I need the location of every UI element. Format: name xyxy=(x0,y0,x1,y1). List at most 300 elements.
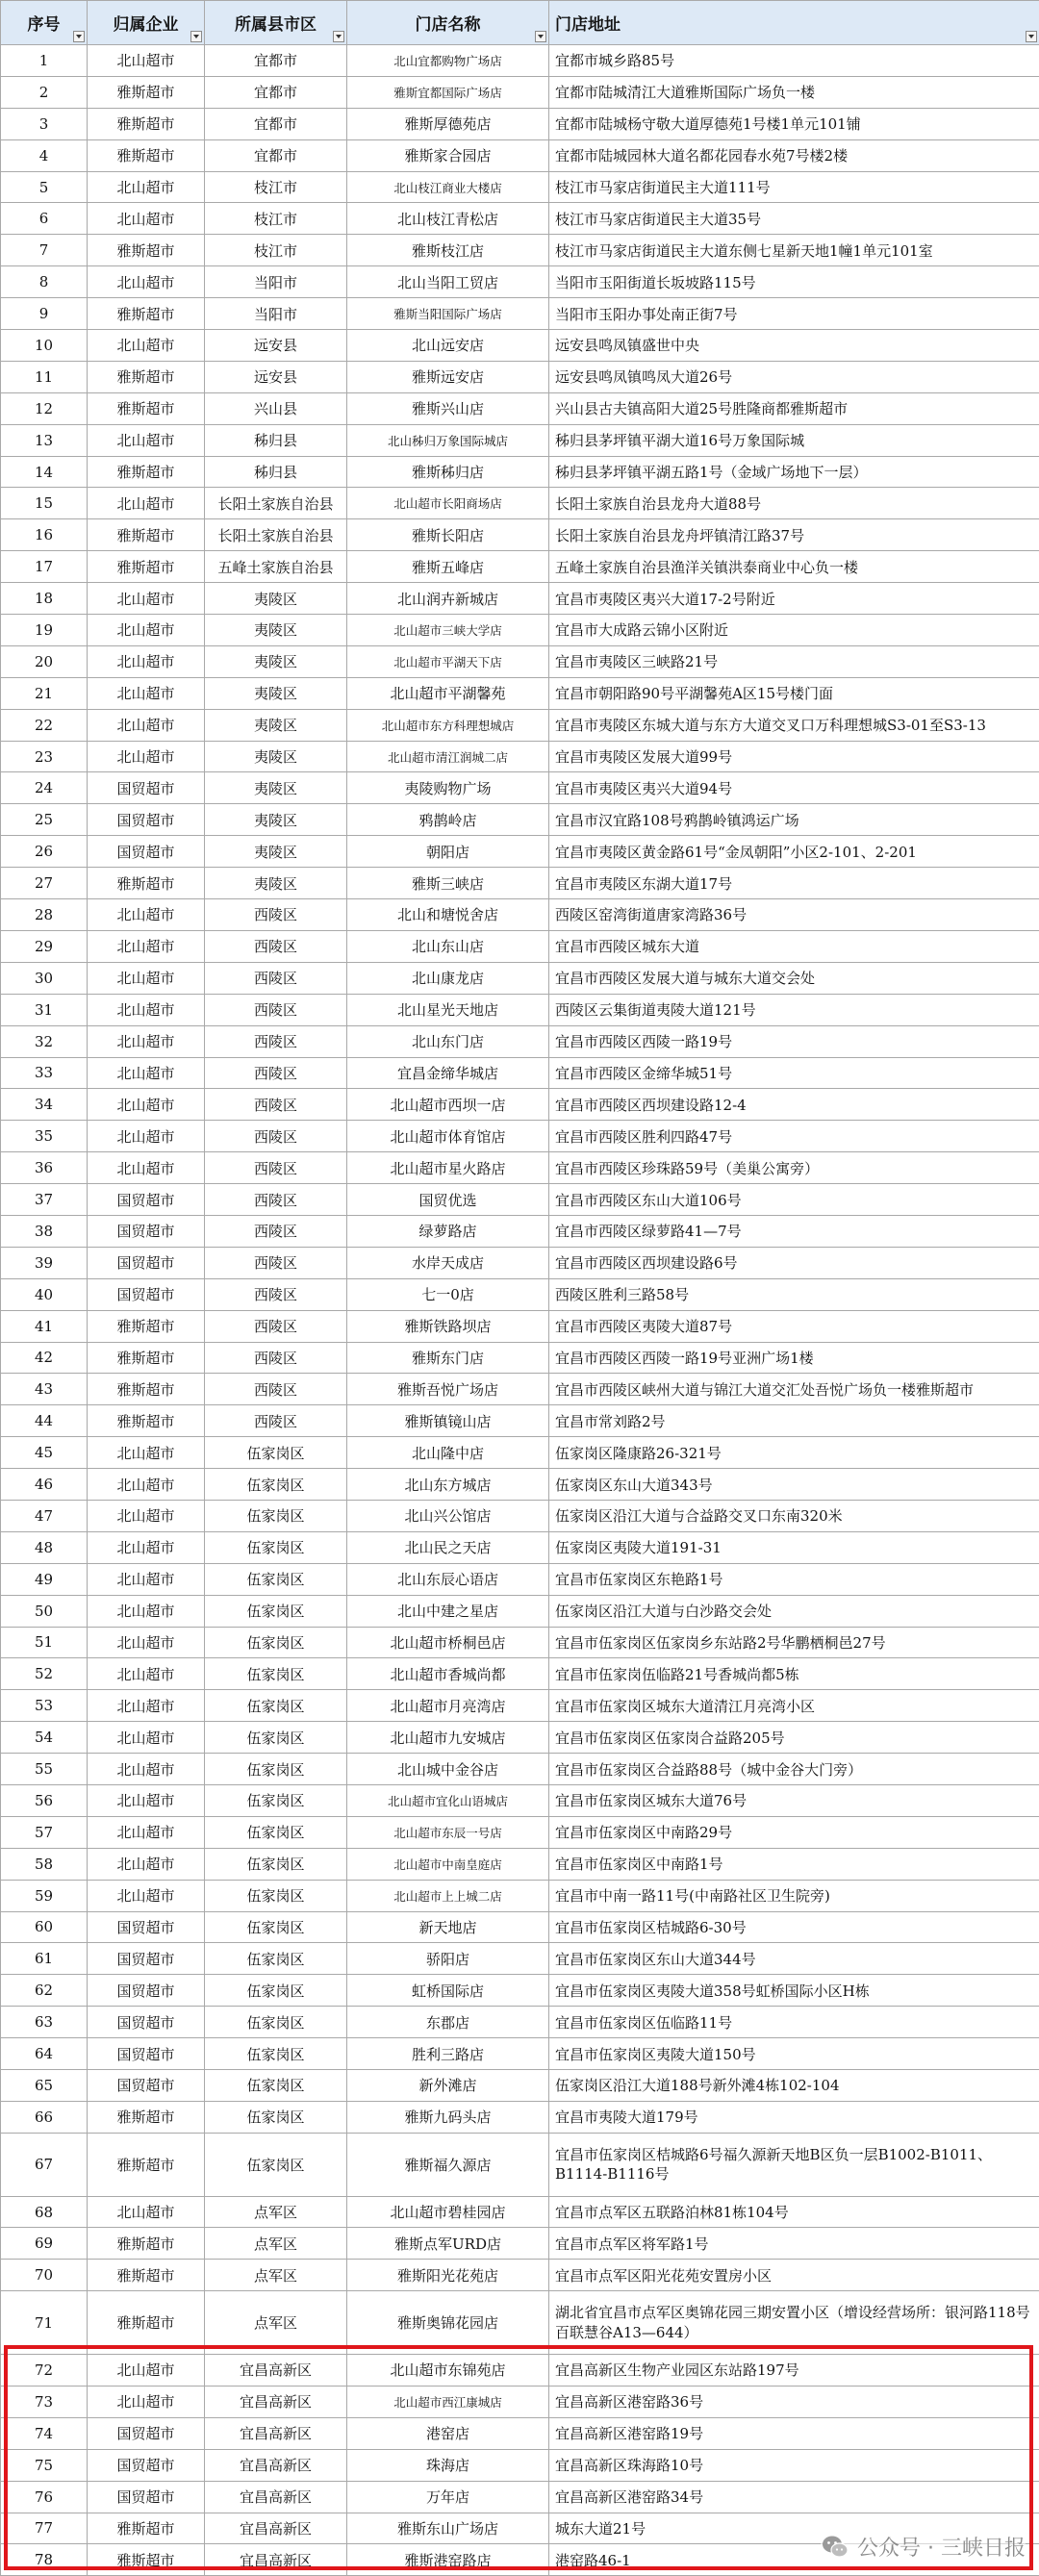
cell-address[interactable]: 宜昌市西陵区胜利四路47号 xyxy=(549,1121,1039,1152)
cell-index[interactable]: 56 xyxy=(1,1784,88,1816)
cell-company[interactable]: 国贸超市 xyxy=(88,1215,205,1247)
cell-address[interactable]: 宜昌市点军区阳光花苑安置房小区 xyxy=(549,2260,1039,2291)
cell-district[interactable]: 宜都市 xyxy=(205,76,347,108)
cell-address[interactable]: 宜昌市伍家岗区夷陵大道150号 xyxy=(549,2038,1039,2070)
cell-store-name[interactable]: 雅斯港窑路店 xyxy=(347,2544,549,2576)
cell-district[interactable]: 宜都市 xyxy=(205,139,347,171)
cell-store-name[interactable]: 北山超市体育馆店 xyxy=(347,1121,549,1152)
cell-district[interactable]: 枝江市 xyxy=(205,171,347,203)
cell-district[interactable]: 伍家岗区 xyxy=(205,1500,347,1531)
cell-district[interactable]: 伍家岗区 xyxy=(205,2101,347,2133)
cell-store-name[interactable]: 绿萝路店 xyxy=(347,1215,549,1247)
cell-district[interactable]: 长阳土家族自治县 xyxy=(205,519,347,551)
cell-index[interactable]: 4 xyxy=(1,139,88,171)
cell-store-name[interactable]: 雅斯枝江店 xyxy=(347,235,549,266)
cell-company[interactable]: 北山超市 xyxy=(88,741,205,772)
cell-store-name[interactable]: 北山超市上上城二店 xyxy=(347,1880,549,1911)
cell-address[interactable]: 宜昌高新区生物产业园区东站路197号 xyxy=(549,2355,1039,2387)
cell-company[interactable]: 北山超市 xyxy=(88,1437,205,1469)
cell-address[interactable]: 宜昌市常刘路2号 xyxy=(549,1405,1039,1437)
cell-address[interactable]: 宜昌市伍家岗区伍家岗合益路205号 xyxy=(549,1722,1039,1754)
cell-store-name[interactable]: 朝阳店 xyxy=(347,836,549,868)
cell-district[interactable]: 宜昌高新区 xyxy=(205,2481,347,2513)
cell-index[interactable]: 65 xyxy=(1,2070,88,2102)
cell-index[interactable]: 34 xyxy=(1,1089,88,1121)
cell-index[interactable]: 57 xyxy=(1,1816,88,1848)
cell-index[interactable]: 41 xyxy=(1,1310,88,1342)
cell-district[interactable]: 西陵区 xyxy=(205,1057,347,1089)
filter-dropdown-icon[interactable] xyxy=(535,31,546,42)
cell-district[interactable]: 点军区 xyxy=(205,2260,347,2291)
cell-index[interactable]: 67 xyxy=(1,2133,88,2196)
cell-company[interactable]: 雅斯超市 xyxy=(88,2133,205,2196)
cell-address[interactable]: 五峰土家族自治县渔洋关镇洪泰商业中心负一楼 xyxy=(549,551,1039,583)
cell-index[interactable]: 2 xyxy=(1,76,88,108)
cell-store-name[interactable]: 北山超市清江润城二店 xyxy=(347,741,549,772)
cell-address[interactable]: 枝江市马家店街道民主大道东侧七星新天地1幢1单元101室 xyxy=(549,235,1039,266)
cell-company[interactable]: 北山超市 xyxy=(88,330,205,362)
cell-company[interactable]: 国贸超市 xyxy=(88,772,205,804)
cell-company[interactable]: 北山超市 xyxy=(88,1057,205,1089)
cell-address[interactable]: 宜昌高新区港窑路36号 xyxy=(549,2386,1039,2417)
cell-index[interactable]: 59 xyxy=(1,1880,88,1911)
cell-address[interactable]: 宜昌市伍家岗区桔城路6-30号 xyxy=(549,1911,1039,1943)
cell-district[interactable]: 伍家岗区 xyxy=(205,2038,347,2070)
cell-company[interactable]: 北山超市 xyxy=(88,994,205,1025)
cell-index[interactable]: 27 xyxy=(1,868,88,899)
cell-index[interactable]: 7 xyxy=(1,235,88,266)
cell-address[interactable]: 宜昌市伍家岗区伍家岗乡东站路2号华鹏栖桐邑27号 xyxy=(549,1627,1039,1658)
cell-store-name[interactable]: 骄阳店 xyxy=(347,1943,549,1975)
cell-store-name[interactable]: 北山东辰心语店 xyxy=(347,1563,549,1595)
cell-index[interactable]: 64 xyxy=(1,2038,88,2070)
cell-index[interactable]: 62 xyxy=(1,1975,88,2007)
cell-store-name[interactable]: 北山超市东辰一号店 xyxy=(347,1816,549,1848)
cell-company[interactable]: 北山超市 xyxy=(88,2386,205,2417)
cell-company[interactable]: 雅斯超市 xyxy=(88,2291,205,2355)
cell-store-name[interactable]: 北山远安店 xyxy=(347,330,549,362)
cell-company[interactable]: 北山超市 xyxy=(88,709,205,741)
cell-address[interactable]: 伍家岗区沿江大道188号新外滩4栋102-104 xyxy=(549,2070,1039,2102)
cell-store-name[interactable]: 北山和塘悦舍店 xyxy=(347,899,549,931)
cell-company[interactable]: 国贸超市 xyxy=(88,2417,205,2449)
cell-address[interactable]: 宜都市陆城园林大道名都花园春水苑7号楼2楼 xyxy=(549,139,1039,171)
cell-company[interactable]: 北山超市 xyxy=(88,615,205,646)
cell-store-name[interactable]: 北山星光天地店 xyxy=(347,994,549,1025)
cell-address[interactable]: 秭归县茅坪镇平湖五路1号（金域广场地下一层） xyxy=(549,456,1039,488)
cell-district[interactable]: 夷陵区 xyxy=(205,868,347,899)
cell-company[interactable]: 国贸超市 xyxy=(88,836,205,868)
cell-district[interactable]: 伍家岗区 xyxy=(205,1975,347,2007)
cell-company[interactable]: 雅斯超市 xyxy=(88,868,205,899)
cell-company[interactable]: 北山超市 xyxy=(88,2196,205,2228)
cell-company[interactable]: 北山超市 xyxy=(88,1784,205,1816)
cell-address[interactable]: 宜都市陆城杨守敬大道厚德苑1号楼1单元101铺 xyxy=(549,108,1039,139)
cell-index[interactable]: 29 xyxy=(1,930,88,962)
cell-store-name[interactable]: 雅斯宜都国际广场店 xyxy=(347,76,549,108)
cell-index[interactable]: 12 xyxy=(1,392,88,424)
cell-store-name[interactable]: 雅斯镇镜山店 xyxy=(347,1405,549,1437)
cell-index[interactable]: 47 xyxy=(1,1500,88,1531)
cell-district[interactable]: 西陵区 xyxy=(205,1342,347,1374)
cell-address[interactable]: 当阳市玉阳办事处南正街7号 xyxy=(549,298,1039,330)
cell-address[interactable]: 宜昌市伍家岗区东山大道344号 xyxy=(549,1943,1039,1975)
cell-address[interactable]: 宜昌市西陵区金缔华城51号 xyxy=(549,1057,1039,1089)
cell-company[interactable]: 北山超市 xyxy=(88,645,205,677)
cell-index[interactable]: 44 xyxy=(1,1405,88,1437)
cell-address[interactable]: 宜昌市伍家岗区东艳路1号 xyxy=(549,1563,1039,1595)
cell-store-name[interactable]: 雅斯奥锦花园店 xyxy=(347,2291,549,2355)
cell-company[interactable]: 北山超市 xyxy=(88,1690,205,1722)
cell-district[interactable]: 伍家岗区 xyxy=(205,1722,347,1754)
cell-district[interactable]: 点军区 xyxy=(205,2228,347,2260)
cell-company[interactable]: 北山超市 xyxy=(88,1627,205,1658)
cell-store-name[interactable]: 北山兴公馆店 xyxy=(347,1500,549,1531)
cell-district[interactable]: 夷陵区 xyxy=(205,804,347,836)
cell-district[interactable]: 西陵区 xyxy=(205,1278,347,1310)
cell-company[interactable]: 国贸超市 xyxy=(88,1247,205,1278)
cell-district[interactable]: 夷陵区 xyxy=(205,709,347,741)
cell-index[interactable]: 72 xyxy=(1,2355,88,2387)
cell-index[interactable]: 48 xyxy=(1,1531,88,1563)
cell-index[interactable]: 30 xyxy=(1,962,88,994)
cell-district[interactable]: 宜昌高新区 xyxy=(205,2386,347,2417)
cell-index[interactable]: 70 xyxy=(1,2260,88,2291)
header-address[interactable] xyxy=(549,1,1039,45)
cell-district[interactable]: 秭归县 xyxy=(205,456,347,488)
cell-index[interactable]: 42 xyxy=(1,1342,88,1374)
cell-address[interactable]: 西陵区云集街道夷陵大道121号 xyxy=(549,994,1039,1025)
cell-district[interactable]: 五峰土家族自治县 xyxy=(205,551,347,583)
cell-index[interactable]: 16 xyxy=(1,519,88,551)
cell-company[interactable]: 北山超市 xyxy=(88,1722,205,1754)
cell-district[interactable]: 秭归县 xyxy=(205,424,347,456)
cell-index[interactable]: 19 xyxy=(1,615,88,646)
cell-district[interactable]: 伍家岗区 xyxy=(205,1437,347,1469)
cell-store-name[interactable]: 北山超市碧桂园店 xyxy=(347,2196,549,2228)
cell-company[interactable]: 雅斯超市 xyxy=(88,519,205,551)
cell-district[interactable]: 西陵区 xyxy=(205,1152,347,1184)
cell-district[interactable]: 伍家岗区 xyxy=(205,2133,347,2196)
cell-address[interactable]: 宜昌市西陵区发展大道与城东大道交会处 xyxy=(549,962,1039,994)
cell-store-name[interactable]: 北山超市中南皇庭店 xyxy=(347,1848,549,1880)
cell-district[interactable]: 夷陵区 xyxy=(205,772,347,804)
cell-address[interactable]: 宜昌市西陵区绿萝路41—7号 xyxy=(549,1215,1039,1247)
cell-store-name[interactable]: 北山当阳工贸店 xyxy=(347,266,549,298)
cell-index[interactable]: 78 xyxy=(1,2544,88,2576)
cell-address[interactable]: 宜昌市西陵区西坝建设路12-4 xyxy=(549,1089,1039,1121)
cell-address[interactable]: 西陵区胜利三路58号 xyxy=(549,1278,1039,1310)
cell-store-name[interactable]: 雅斯当阳国际广场店 xyxy=(347,298,549,330)
cell-address[interactable]: 远安县鸣凤镇盛世中央 xyxy=(549,330,1039,362)
cell-address[interactable]: 宜昌高新区珠海路10号 xyxy=(549,2449,1039,2481)
cell-company[interactable]: 雅斯超市 xyxy=(88,1310,205,1342)
cell-address[interactable]: 枝江市马家店街道民主大道111号 xyxy=(549,171,1039,203)
cell-district[interactable]: 伍家岗区 xyxy=(205,1563,347,1595)
cell-store-name[interactable]: 雅斯东山广场店 xyxy=(347,2513,549,2544)
cell-store-name[interactable]: 雅斯东门店 xyxy=(347,1342,549,1374)
cell-index[interactable]: 61 xyxy=(1,1943,88,1975)
cell-index[interactable]: 38 xyxy=(1,1215,88,1247)
cell-district[interactable]: 西陵区 xyxy=(205,1184,347,1216)
cell-district[interactable]: 西陵区 xyxy=(205,930,347,962)
filter-dropdown-icon[interactable] xyxy=(73,31,85,42)
cell-store-name[interactable]: 北山超市长阳商场店 xyxy=(347,488,549,519)
cell-index[interactable]: 13 xyxy=(1,424,88,456)
cell-store-name[interactable]: 北山隆中店 xyxy=(347,1437,549,1469)
cell-district[interactable]: 伍家岗区 xyxy=(205,2070,347,2102)
cell-store-name[interactable]: 新天地店 xyxy=(347,1911,549,1943)
cell-district[interactable]: 伍家岗区 xyxy=(205,1469,347,1501)
cell-store-name[interactable]: 雅斯家合园店 xyxy=(347,139,549,171)
cell-store-name[interactable]: 雅斯吾悦广场店 xyxy=(347,1374,549,1405)
cell-address[interactable]: 宜昌市大成路云锦小区附近 xyxy=(549,615,1039,646)
cell-district[interactable]: 夷陵区 xyxy=(205,836,347,868)
cell-index[interactable]: 77 xyxy=(1,2513,88,2544)
cell-store-name[interactable]: 北山康龙店 xyxy=(347,962,549,994)
cell-index[interactable]: 39 xyxy=(1,1247,88,1278)
cell-company[interactable]: 北山超市 xyxy=(88,1658,205,1690)
cell-address[interactable]: 宜昌市伍家岗区中南路29号 xyxy=(549,1816,1039,1848)
cell-store-name[interactable]: 北山城中金谷店 xyxy=(347,1754,549,1785)
cell-index[interactable]: 52 xyxy=(1,1658,88,1690)
cell-address[interactable]: 宜昌市点军区将军路1号 xyxy=(549,2228,1039,2260)
cell-store-name[interactable]: 新外滩店 xyxy=(347,2070,549,2102)
cell-company[interactable]: 雅斯超市 xyxy=(88,1405,205,1437)
cell-district[interactable]: 伍家岗区 xyxy=(205,1848,347,1880)
cell-address[interactable]: 宜昌市伍家岗区城东大道76号 xyxy=(549,1784,1039,1816)
cell-district[interactable]: 伍家岗区 xyxy=(205,1595,347,1627)
cell-address[interactable]: 宜都市城乡路85号 xyxy=(549,45,1039,77)
cell-store-name[interactable]: 雅斯铁路坝店 xyxy=(347,1310,549,1342)
cell-store-name[interactable]: 北山秭归万象国际城店 xyxy=(347,424,549,456)
cell-address[interactable]: 宜昌市夷陵区夷兴大道94号 xyxy=(549,772,1039,804)
cell-store-name[interactable]: 夷陵购物广场 xyxy=(347,772,549,804)
cell-company[interactable]: 国贸超市 xyxy=(88,1911,205,1943)
cell-store-name[interactable]: 万年店 xyxy=(347,2481,549,2513)
cell-company[interactable]: 雅斯超市 xyxy=(88,392,205,424)
cell-index[interactable]: 20 xyxy=(1,645,88,677)
cell-district[interactable]: 西陵区 xyxy=(205,1247,347,1278)
cell-district[interactable]: 夷陵区 xyxy=(205,677,347,709)
cell-district[interactable]: 夷陵区 xyxy=(205,741,347,772)
cell-address[interactable]: 宜昌市西陵区珍珠路59号（美巢公寓旁） xyxy=(549,1152,1039,1184)
cell-district[interactable]: 伍家岗区 xyxy=(205,1627,347,1658)
cell-district[interactable]: 远安县 xyxy=(205,361,347,392)
cell-company[interactable]: 雅斯超市 xyxy=(88,235,205,266)
cell-index[interactable]: 53 xyxy=(1,1690,88,1722)
cell-store-name[interactable]: 北山超市三峡大学店 xyxy=(347,615,549,646)
cell-index[interactable]: 43 xyxy=(1,1374,88,1405)
cell-address[interactable]: 宜昌市西陵区峡州大道与锦江大道交汇处吾悦广场负一楼雅斯超市 xyxy=(549,1374,1039,1405)
cell-index[interactable]: 76 xyxy=(1,2481,88,2513)
cell-company[interactable]: 雅斯超市 xyxy=(88,76,205,108)
cell-district[interactable]: 伍家岗区 xyxy=(205,1531,347,1563)
cell-index[interactable]: 63 xyxy=(1,2007,88,2038)
cell-district[interactable]: 伍家岗区 xyxy=(205,1658,347,1690)
cell-store-name[interactable]: 雅斯厚德苑店 xyxy=(347,108,549,139)
cell-district[interactable]: 西陵区 xyxy=(205,1374,347,1405)
cell-store-name[interactable]: 雅斯阳光花苑店 xyxy=(347,2260,549,2291)
cell-store-name[interactable]: 北山超市平湖馨苑 xyxy=(347,677,549,709)
cell-address[interactable]: 宜昌市伍家岗区合益路88号（城中金谷大门旁） xyxy=(549,1754,1039,1785)
cell-district[interactable]: 西陵区 xyxy=(205,1121,347,1152)
cell-company[interactable]: 国贸超市 xyxy=(88,2007,205,2038)
cell-address[interactable]: 宜昌市夷陵区夷兴大道17-2号附近 xyxy=(549,583,1039,615)
cell-address[interactable]: 当阳市玉阳街道长坂坡路115号 xyxy=(549,266,1039,298)
cell-address[interactable]: 宜昌市西陵区夷陵大道87号 xyxy=(549,1310,1039,1342)
cell-address[interactable]: 远安县鸣凤镇鸣凤大道26号 xyxy=(549,361,1039,392)
cell-index[interactable]: 69 xyxy=(1,2228,88,2260)
cell-store-name[interactable]: 北山超市月亮湾店 xyxy=(347,1690,549,1722)
cell-company[interactable]: 北山超市 xyxy=(88,2355,205,2387)
cell-district[interactable]: 西陵区 xyxy=(205,1089,347,1121)
cell-store-name[interactable]: 港窑店 xyxy=(347,2417,549,2449)
cell-district[interactable]: 夷陵区 xyxy=(205,583,347,615)
cell-district[interactable]: 枝江市 xyxy=(205,203,347,235)
cell-address[interactable]: 宜昌市夷陵区东湖大道17号 xyxy=(549,868,1039,899)
cell-company[interactable]: 国贸超市 xyxy=(88,2481,205,2513)
cell-company[interactable]: 雅斯超市 xyxy=(88,2260,205,2291)
cell-index[interactable]: 28 xyxy=(1,899,88,931)
cell-district[interactable]: 宜都市 xyxy=(205,45,347,77)
cell-index[interactable]: 40 xyxy=(1,1278,88,1310)
cell-company[interactable]: 北山超市 xyxy=(88,1563,205,1595)
header-company[interactable] xyxy=(88,1,205,45)
filter-dropdown-icon[interactable] xyxy=(333,31,344,42)
cell-company[interactable]: 雅斯超市 xyxy=(88,2101,205,2133)
cell-store-name[interactable]: 雅斯秭归店 xyxy=(347,456,549,488)
cell-district[interactable]: 当阳市 xyxy=(205,298,347,330)
cell-address[interactable]: 长阳土家族自治县龙舟坪镇清江路37号 xyxy=(549,519,1039,551)
cell-company[interactable]: 北山超市 xyxy=(88,1531,205,1563)
cell-index[interactable]: 32 xyxy=(1,1025,88,1057)
cell-index[interactable]: 5 xyxy=(1,171,88,203)
cell-address[interactable]: 宜昌市伍家岗区城东大道清江月亮湾小区 xyxy=(549,1690,1039,1722)
cell-address[interactable]: 宜昌高新区港窑路34号 xyxy=(549,2481,1039,2513)
cell-index[interactable]: 22 xyxy=(1,709,88,741)
cell-store-name[interactable]: 雅斯远安店 xyxy=(347,361,549,392)
cell-company[interactable]: 国贸超市 xyxy=(88,1975,205,2007)
cell-store-name[interactable]: 鸦鹊岭店 xyxy=(347,804,549,836)
cell-district[interactable]: 枝江市 xyxy=(205,235,347,266)
cell-store-name[interactable]: 雅斯九码头店 xyxy=(347,2101,549,2133)
cell-store-name[interactable]: 雅斯五峰店 xyxy=(347,551,549,583)
cell-district[interactable]: 长阳土家族自治县 xyxy=(205,488,347,519)
cell-district[interactable]: 点军区 xyxy=(205,2196,347,2228)
cell-company[interactable]: 北山超市 xyxy=(88,1595,205,1627)
cell-district[interactable]: 宜都市 xyxy=(205,108,347,139)
cell-address[interactable]: 宜昌市西陵区城东大道 xyxy=(549,930,1039,962)
cell-address[interactable]: 宜昌市夷陵区发展大道99号 xyxy=(549,741,1039,772)
cell-index[interactable]: 9 xyxy=(1,298,88,330)
cell-address[interactable]: 宜昌市点军区五联路泊林81栋104号 xyxy=(549,2196,1039,2228)
cell-index[interactable]: 21 xyxy=(1,677,88,709)
cell-address[interactable]: 宜昌市汉宜路108号鸦鹊岭镇鸿运广场 xyxy=(549,804,1039,836)
cell-company[interactable]: 雅斯超市 xyxy=(88,139,205,171)
cell-store-name[interactable]: 雅斯三峡店 xyxy=(347,868,549,899)
cell-district[interactable]: 伍家岗区 xyxy=(205,2007,347,2038)
cell-address[interactable]: 宜昌高新区港窑路19号 xyxy=(549,2417,1039,2449)
cell-district[interactable]: 西陵区 xyxy=(205,1405,347,1437)
cell-store-name[interactable]: 北山宜都购物广场店 xyxy=(347,45,549,77)
cell-store-name[interactable]: 珠海店 xyxy=(347,2449,549,2481)
cell-company[interactable]: 雅斯超市 xyxy=(88,1374,205,1405)
cell-address[interactable]: 伍家岗区沿江大道与白沙路交会处 xyxy=(549,1595,1039,1627)
cell-address[interactable]: 兴山县古夫镇高阳大道25号胜隆商都雅斯超市 xyxy=(549,392,1039,424)
cell-address[interactable]: 城东大道21号 xyxy=(549,2513,1039,2544)
cell-index[interactable]: 37 xyxy=(1,1184,88,1216)
cell-district[interactable]: 西陵区 xyxy=(205,1025,347,1057)
cell-company[interactable]: 北山超市 xyxy=(88,1880,205,1911)
cell-district[interactable]: 宜昌高新区 xyxy=(205,2449,347,2481)
cell-company[interactable]: 雅斯超市 xyxy=(88,1342,205,1374)
cell-index[interactable]: 51 xyxy=(1,1627,88,1658)
cell-address[interactable]: 宜昌市朝阳路90号平湖馨苑A区15号楼门面 xyxy=(549,677,1039,709)
cell-address[interactable]: 湖北省宜昌市点军区奥锦花园三期安置小区（增设经营场所：银河路118号百联慧谷A13—644） xyxy=(549,2291,1039,2355)
cell-index[interactable]: 35 xyxy=(1,1121,88,1152)
cell-address[interactable]: 港窑路46-1 xyxy=(549,2544,1039,2576)
cell-district[interactable]: 伍家岗区 xyxy=(205,1943,347,1975)
cell-store-name[interactable]: 北山润卉新城店 xyxy=(347,583,549,615)
cell-company[interactable]: 北山超市 xyxy=(88,1848,205,1880)
cell-index[interactable]: 17 xyxy=(1,551,88,583)
cell-index[interactable]: 36 xyxy=(1,1152,88,1184)
cell-address[interactable]: 宜昌市西陵区东山大道106号 xyxy=(549,1184,1039,1216)
cell-store-name[interactable]: 雅斯福久源店 xyxy=(347,2133,549,2196)
cell-store-name[interactable]: 雅斯点军URD店 xyxy=(347,2228,549,2260)
header-district[interactable] xyxy=(205,1,347,45)
cell-index[interactable]: 45 xyxy=(1,1437,88,1469)
cell-district[interactable]: 西陵区 xyxy=(205,994,347,1025)
cell-address[interactable]: 伍家岗区沿江大道与合益路交叉口东南320米 xyxy=(549,1500,1039,1531)
cell-store-name[interactable]: 国贸优选 xyxy=(347,1184,549,1216)
cell-address[interactable]: 伍家岗区夷陵大道191-31 xyxy=(549,1531,1039,1563)
cell-index[interactable]: 18 xyxy=(1,583,88,615)
cell-address[interactable]: 宜昌市伍家岗伍临路21号香城尚都5栋 xyxy=(549,1658,1039,1690)
cell-company[interactable]: 北山超市 xyxy=(88,424,205,456)
cell-address[interactable]: 宜昌市中南一路11号(中南路社区卫生院旁) xyxy=(549,1880,1039,1911)
cell-company[interactable]: 雅斯超市 xyxy=(88,551,205,583)
cell-district[interactable]: 夷陵区 xyxy=(205,615,347,646)
header-index[interactable] xyxy=(1,1,88,45)
cell-store-name[interactable]: 北山超市桥桐邑店 xyxy=(347,1627,549,1658)
cell-company[interactable]: 北山超市 xyxy=(88,1500,205,1531)
cell-store-name[interactable]: 北山超市香城尚都 xyxy=(347,1658,549,1690)
cell-index[interactable]: 31 xyxy=(1,994,88,1025)
cell-company[interactable]: 北山超市 xyxy=(88,488,205,519)
cell-index[interactable]: 73 xyxy=(1,2386,88,2417)
cell-address[interactable]: 宜昌市西陵区西陵一路19号 xyxy=(549,1025,1039,1057)
cell-store-name[interactable]: 北山超市宜化山语城店 xyxy=(347,1784,549,1816)
cell-company[interactable]: 国贸超市 xyxy=(88,1278,205,1310)
cell-company[interactable]: 北山超市 xyxy=(88,1469,205,1501)
cell-address[interactable]: 秭归县茅坪镇平湖大道16号万象国际城 xyxy=(549,424,1039,456)
cell-index[interactable]: 10 xyxy=(1,330,88,362)
filter-dropdown-icon[interactable] xyxy=(1026,31,1037,42)
cell-index[interactable]: 1 xyxy=(1,45,88,77)
cell-index[interactable]: 14 xyxy=(1,456,88,488)
cell-address[interactable]: 宜昌市夷陵区东城大道与东方大道交叉口万科理想城S3-01至S3-13 xyxy=(549,709,1039,741)
cell-district[interactable]: 伍家岗区 xyxy=(205,1754,347,1785)
cell-company[interactable]: 北山超市 xyxy=(88,962,205,994)
cell-index[interactable]: 11 xyxy=(1,361,88,392)
cell-index[interactable]: 26 xyxy=(1,836,88,868)
cell-district[interactable]: 伍家岗区 xyxy=(205,1816,347,1848)
cell-store-name[interactable]: 北山超市东锦苑店 xyxy=(347,2355,549,2387)
cell-company[interactable]: 北山超市 xyxy=(88,45,205,77)
cell-company[interactable]: 北山超市 xyxy=(88,1816,205,1848)
